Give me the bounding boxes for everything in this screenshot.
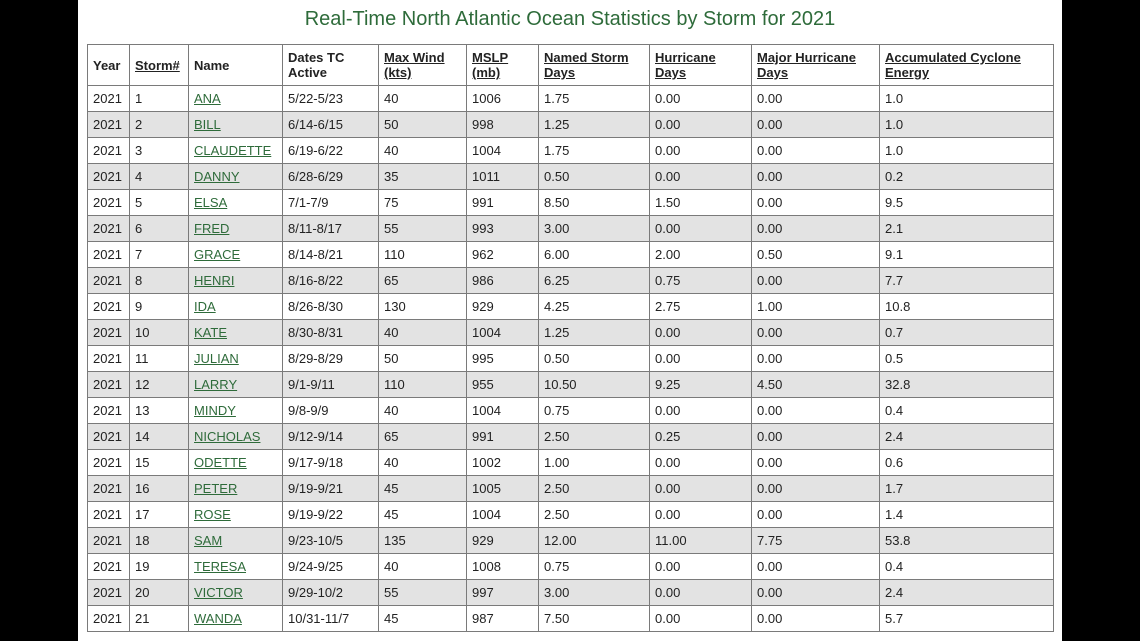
- cell-storm-number: 10: [130, 320, 189, 346]
- table-row: [88, 372, 1054, 398]
- cell-hurricane-days: 2.75: [650, 294, 752, 320]
- storm-name-link[interactable]: GRACE: [194, 247, 241, 262]
- storm-name-link[interactable]: PETER: [194, 481, 238, 496]
- cell-dates-active: 6/14-6/15: [283, 112, 379, 138]
- cell-max-wind: 40: [379, 450, 467, 476]
- cell-max-wind: 130: [379, 294, 467, 320]
- cell-name: [189, 190, 283, 216]
- cell-dates-active: 7/1-7/9: [283, 190, 379, 216]
- cell-name: [189, 424, 283, 450]
- cell-ace: 7.7: [880, 268, 1054, 294]
- cell-storm-number: 6: [130, 216, 189, 242]
- cell-year: 2021: [88, 268, 130, 294]
- cell-mslp: 993: [467, 216, 539, 242]
- cell-name: [189, 450, 283, 476]
- cell-hurricane-days: 0.00: [650, 450, 752, 476]
- storm-name-link[interactable]: ELSA: [194, 195, 228, 210]
- cell-major-hurricane-days: 0.00: [752, 606, 880, 632]
- cell-hurricane-days: 1.50: [650, 190, 752, 216]
- page: [78, 0, 1062, 641]
- cell-ace: 0.4: [880, 398, 1054, 424]
- storm-name-link[interactable]: HENRI: [194, 273, 235, 288]
- cell-storm-number: 20: [130, 580, 189, 606]
- cell-max-wind: 40: [379, 138, 467, 164]
- cell-dates-active: 9/8-9/9: [283, 398, 379, 424]
- cell-major-hurricane-days: 0.00: [752, 164, 880, 190]
- cell-max-wind: 55: [379, 580, 467, 606]
- storm-name-link[interactable]: JULIAN: [194, 351, 239, 366]
- cell-year: 2021: [88, 242, 130, 268]
- storm-name-link[interactable]: WANDA: [194, 611, 242, 626]
- cell-year: 2021: [88, 86, 130, 112]
- header-hurricane-days[interactable]: Hurricane Days: [650, 45, 752, 86]
- cell-max-wind: 55: [379, 216, 467, 242]
- cell-mslp: 929: [467, 294, 539, 320]
- header-major-hurricane-days[interactable]: Major Hurricane Days: [752, 45, 880, 86]
- cell-year: 2021: [88, 112, 130, 138]
- header-mslp[interactable]: MSLP (mb): [467, 45, 539, 86]
- cell-ace: 1.4: [880, 502, 1054, 528]
- cell-dates-active: 8/16-8/22: [283, 268, 379, 294]
- cell-name: [189, 398, 283, 424]
- cell-ace: 5.7: [880, 606, 1054, 632]
- cell-name: [189, 138, 283, 164]
- table-row: [88, 190, 1054, 216]
- cell-max-wind: 110: [379, 372, 467, 398]
- cell-ace: 1.0: [880, 112, 1054, 138]
- cell-major-hurricane-days: 7.75: [752, 528, 880, 554]
- cell-mslp: 1011: [467, 164, 539, 190]
- cell-named-storm-days: 0.75: [539, 398, 650, 424]
- cell-year: 2021: [88, 528, 130, 554]
- cell-year: 2021: [88, 502, 130, 528]
- cell-year: 2021: [88, 476, 130, 502]
- cell-name: [189, 164, 283, 190]
- cell-storm-number: 17: [130, 502, 189, 528]
- cell-year: 2021: [88, 450, 130, 476]
- cell-dates-active: 9/24-9/25: [283, 554, 379, 580]
- cell-storm-number: 14: [130, 424, 189, 450]
- cell-name: [189, 580, 283, 606]
- cell-year: 2021: [88, 294, 130, 320]
- cell-storm-number: 3: [130, 138, 189, 164]
- cell-ace: 9.5: [880, 190, 1054, 216]
- cell-ace: 1.7: [880, 476, 1054, 502]
- cell-max-wind: 110: [379, 242, 467, 268]
- cell-major-hurricane-days: 4.50: [752, 372, 880, 398]
- cell-hurricane-days: 0.00: [650, 164, 752, 190]
- cell-ace: 0.2: [880, 164, 1054, 190]
- cell-dates-active: 5/22-5/23: [283, 86, 379, 112]
- cell-named-storm-days: 1.75: [539, 86, 650, 112]
- cell-max-wind: 45: [379, 502, 467, 528]
- storm-name-link[interactable]: TERESA: [194, 559, 247, 574]
- cell-hurricane-days: 0.75: [650, 268, 752, 294]
- cell-named-storm-days: 6.00: [539, 242, 650, 268]
- cell-storm-number: 12: [130, 372, 189, 398]
- cell-name: [189, 294, 283, 320]
- cell-major-hurricane-days: 0.00: [752, 216, 880, 242]
- cell-name: [189, 320, 283, 346]
- cell-storm-number: 1: [130, 86, 189, 112]
- cell-major-hurricane-days: 0.00: [752, 86, 880, 112]
- cell-ace: 0.6: [880, 450, 1054, 476]
- cell-max-wind: 45: [379, 476, 467, 502]
- cell-dates-active: 8/11-8/17: [283, 216, 379, 242]
- cell-hurricane-days: 0.25: [650, 424, 752, 450]
- cell-max-wind: 40: [379, 398, 467, 424]
- cell-max-wind: 50: [379, 112, 467, 138]
- cell-named-storm-days: 3.00: [539, 580, 650, 606]
- cell-major-hurricane-days: 0.00: [752, 346, 880, 372]
- cell-storm-number: 4: [130, 164, 189, 190]
- cell-mslp: 1004: [467, 502, 539, 528]
- cell-named-storm-days: 0.50: [539, 346, 650, 372]
- cell-major-hurricane-days: 0.00: [752, 502, 880, 528]
- cell-mslp: 962: [467, 242, 539, 268]
- cell-storm-number: 18: [130, 528, 189, 554]
- cell-name: [189, 606, 283, 632]
- cell-major-hurricane-days: 0.00: [752, 580, 880, 606]
- cell-major-hurricane-days: 0.00: [752, 268, 880, 294]
- cell-year: 2021: [88, 138, 130, 164]
- cell-named-storm-days: 2.50: [539, 476, 650, 502]
- cell-named-storm-days: 0.50: [539, 164, 650, 190]
- cell-name: [189, 476, 283, 502]
- cell-dates-active: 9/23-10/5: [283, 528, 379, 554]
- table-header-row: [88, 45, 1054, 86]
- header-max-wind[interactable]: Max Wind (kts): [379, 45, 467, 86]
- cell-year: 2021: [88, 606, 130, 632]
- cell-mslp: 995: [467, 346, 539, 372]
- header-year: Year: [88, 45, 130, 86]
- cell-storm-number: 16: [130, 476, 189, 502]
- cell-ace: 2.1: [880, 216, 1054, 242]
- cell-dates-active: 8/14-8/21: [283, 242, 379, 268]
- storm-name-link[interactable]: FRED: [194, 221, 230, 236]
- cell-max-wind: 65: [379, 424, 467, 450]
- cell-dates-active: 9/12-9/14: [283, 424, 379, 450]
- cell-year: 2021: [88, 372, 130, 398]
- cell-storm-number: 13: [130, 398, 189, 424]
- cell-ace: 9.1: [880, 242, 1054, 268]
- cell-named-storm-days: 8.50: [539, 190, 650, 216]
- cell-max-wind: 35: [379, 164, 467, 190]
- cell-dates-active: 9/19-9/21: [283, 476, 379, 502]
- cell-named-storm-days: 1.25: [539, 112, 650, 138]
- cell-named-storm-days: 2.50: [539, 502, 650, 528]
- cell-name: [189, 528, 283, 554]
- cell-hurricane-days: 0.00: [650, 476, 752, 502]
- cell-max-wind: 40: [379, 554, 467, 580]
- cell-ace: 2.4: [880, 580, 1054, 606]
- cell-hurricane-days: 0.00: [650, 86, 752, 112]
- table-row: [88, 86, 1054, 112]
- cell-major-hurricane-days: 0.50: [752, 242, 880, 268]
- storm-name-link[interactable]: IDA: [194, 299, 216, 314]
- cell-named-storm-days: 4.25: [539, 294, 650, 320]
- cell-mslp: 997: [467, 580, 539, 606]
- cell-major-hurricane-days: 0.00: [752, 554, 880, 580]
- cell-dates-active: 9/1-9/11: [283, 372, 379, 398]
- cell-hurricane-days: 0.00: [650, 320, 752, 346]
- cell-hurricane-days: 9.25: [650, 372, 752, 398]
- cell-name: [189, 86, 283, 112]
- cell-named-storm-days: 1.25: [539, 320, 650, 346]
- cell-name: [189, 242, 283, 268]
- cell-mslp: 1006: [467, 86, 539, 112]
- cell-major-hurricane-days: 0.00: [752, 398, 880, 424]
- cell-name: [189, 112, 283, 138]
- table-row: [88, 216, 1054, 242]
- cell-major-hurricane-days: 0.00: [752, 476, 880, 502]
- cell-max-wind: 40: [379, 320, 467, 346]
- cell-ace: 2.4: [880, 424, 1054, 450]
- cell-dates-active: 10/31-11/7: [283, 606, 379, 632]
- cell-ace: 0.4: [880, 554, 1054, 580]
- cell-max-wind: 65: [379, 268, 467, 294]
- cell-dates-active: 6/19-6/22: [283, 138, 379, 164]
- cell-dates-active: 8/30-8/31: [283, 320, 379, 346]
- cell-named-storm-days: 0.75: [539, 554, 650, 580]
- cell-storm-number: 2: [130, 112, 189, 138]
- cell-dates-active: 8/26-8/30: [283, 294, 379, 320]
- table-row: [88, 112, 1054, 138]
- cell-year: 2021: [88, 190, 130, 216]
- cell-ace: 1.0: [880, 138, 1054, 164]
- cell-ace: 32.8: [880, 372, 1054, 398]
- header-dates-active: Dates TC Active: [283, 45, 379, 86]
- cell-major-hurricane-days: 0.00: [752, 138, 880, 164]
- storm-name-link[interactable]: DANNY: [194, 169, 240, 184]
- cell-ace: 0.7: [880, 320, 1054, 346]
- cell-hurricane-days: 0.00: [650, 606, 752, 632]
- table-row: [88, 424, 1054, 450]
- table-row: [88, 164, 1054, 190]
- cell-named-storm-days: 1.75: [539, 138, 650, 164]
- cell-year: 2021: [88, 398, 130, 424]
- cell-year: 2021: [88, 580, 130, 606]
- cell-mslp: 955: [467, 372, 539, 398]
- cell-ace: 0.5: [880, 346, 1054, 372]
- table-row: [88, 554, 1054, 580]
- table-row: [88, 450, 1054, 476]
- storm-name-link[interactable]: ODETTE: [194, 455, 247, 470]
- cell-mslp: 1008: [467, 554, 539, 580]
- cell-hurricane-days: 0.00: [650, 502, 752, 528]
- table-row: [88, 138, 1054, 164]
- cell-mslp: 987: [467, 606, 539, 632]
- table-row: [88, 398, 1054, 424]
- cell-name: [189, 372, 283, 398]
- cell-mslp: 1004: [467, 398, 539, 424]
- table-row: [88, 476, 1054, 502]
- storm-name-link[interactable]: VICTOR: [194, 585, 243, 600]
- cell-dates-active: 8/29-8/29: [283, 346, 379, 372]
- cell-named-storm-days: 2.50: [539, 424, 650, 450]
- cell-max-wind: 135: [379, 528, 467, 554]
- storm-table: [87, 44, 1054, 632]
- cell-named-storm-days: 12.00: [539, 528, 650, 554]
- cell-hurricane-days: 0.00: [650, 554, 752, 580]
- cell-hurricane-days: 0.00: [650, 346, 752, 372]
- table-row: [88, 346, 1054, 372]
- cell-mslp: 991: [467, 424, 539, 450]
- cell-name: [189, 268, 283, 294]
- cell-mslp: 1002: [467, 450, 539, 476]
- cell-major-hurricane-days: 0.00: [752, 320, 880, 346]
- cell-max-wind: 50: [379, 346, 467, 372]
- storm-name-link[interactable]: BILL: [194, 117, 221, 132]
- cell-storm-number: 19: [130, 554, 189, 580]
- cell-year: 2021: [88, 216, 130, 242]
- cell-name: [189, 346, 283, 372]
- cell-mslp: 991: [467, 190, 539, 216]
- cell-dates-active: 9/19-9/22: [283, 502, 379, 528]
- cell-max-wind: 75: [379, 190, 467, 216]
- table-row: [88, 294, 1054, 320]
- cell-hurricane-days: 0.00: [650, 112, 752, 138]
- cell-mslp: 986: [467, 268, 539, 294]
- cell-max-wind: 40: [379, 86, 467, 112]
- cell-mslp: 998: [467, 112, 539, 138]
- storm-name-link[interactable]: ROSE: [194, 507, 231, 522]
- cell-storm-number: 8: [130, 268, 189, 294]
- cell-named-storm-days: 1.00: [539, 450, 650, 476]
- cell-major-hurricane-days: 0.00: [752, 112, 880, 138]
- cell-hurricane-days: 0.00: [650, 398, 752, 424]
- cell-storm-number: 21: [130, 606, 189, 632]
- cell-dates-active: 9/17-9/18: [283, 450, 379, 476]
- storm-name-link[interactable]: ANA: [194, 91, 221, 106]
- storm-name-link[interactable]: NICHOLAS: [194, 429, 261, 444]
- cell-mslp: 1004: [467, 320, 539, 346]
- header-storm-number[interactable]: Storm#: [130, 45, 189, 86]
- cell-year: 2021: [88, 424, 130, 450]
- cell-dates-active: 6/28-6/29: [283, 164, 379, 190]
- cell-name: [189, 502, 283, 528]
- table-row: [88, 528, 1054, 554]
- storm-name-link[interactable]: LARRY: [194, 377, 238, 392]
- cell-storm-number: 5: [130, 190, 189, 216]
- storm-name-link[interactable]: CLAUDETTE: [194, 143, 272, 158]
- page-title: Real-Time North Atlantic Ocean Statistics by Storm for 2021: [304, 8, 836, 30]
- cell-mslp: 1005: [467, 476, 539, 502]
- cell-ace: 1.0: [880, 86, 1054, 112]
- cell-hurricane-days: 0.00: [650, 138, 752, 164]
- cell-hurricane-days: 0.00: [650, 580, 752, 606]
- table-row: [88, 268, 1054, 294]
- header-name: Name: [189, 45, 283, 86]
- cell-hurricane-days: 0.00: [650, 216, 752, 242]
- cell-named-storm-days: 6.25: [539, 268, 650, 294]
- cell-storm-number: 11: [130, 346, 189, 372]
- cell-mslp: 1004: [467, 138, 539, 164]
- cell-storm-number: 7: [130, 242, 189, 268]
- cell-year: 2021: [88, 164, 130, 190]
- table-row: [88, 242, 1054, 268]
- cell-named-storm-days: 7.50: [539, 606, 650, 632]
- cell-major-hurricane-days: 1.00: [752, 294, 880, 320]
- cell-named-storm-days: 10.50: [539, 372, 650, 398]
- cell-max-wind: 45: [379, 606, 467, 632]
- cell-major-hurricane-days: 0.00: [752, 190, 880, 216]
- storm-name-link[interactable]: KATE: [194, 325, 227, 340]
- table-row: [88, 580, 1054, 606]
- cell-dates-active: 9/29-10/2: [283, 580, 379, 606]
- header-ace[interactable]: Accumulated Cyclone Energy: [880, 45, 1054, 86]
- cell-year: 2021: [88, 346, 130, 372]
- cell-storm-number: 15: [130, 450, 189, 476]
- cell-hurricane-days: 2.00: [650, 242, 752, 268]
- storm-name-link[interactable]: SAM: [194, 533, 223, 548]
- cell-ace: 53.8: [880, 528, 1054, 554]
- cell-mslp: 929: [467, 528, 539, 554]
- header-named-storm-days[interactable]: Named Storm Days: [539, 45, 650, 86]
- cell-named-storm-days: 3.00: [539, 216, 650, 242]
- cell-major-hurricane-days: 0.00: [752, 424, 880, 450]
- cell-ace: 10.8: [880, 294, 1054, 320]
- cell-name: [189, 216, 283, 242]
- cell-storm-number: 9: [130, 294, 189, 320]
- cell-hurricane-days: 11.00: [650, 528, 752, 554]
- cell-year: 2021: [88, 320, 130, 346]
- cell-name: [189, 554, 283, 580]
- storm-name-link[interactable]: MINDY: [194, 403, 236, 418]
- table-row: [88, 502, 1054, 528]
- table-row: [88, 606, 1054, 632]
- cell-major-hurricane-days: 0.00: [752, 450, 880, 476]
- table-row: [88, 320, 1054, 346]
- cell-year: 2021: [88, 554, 130, 580]
